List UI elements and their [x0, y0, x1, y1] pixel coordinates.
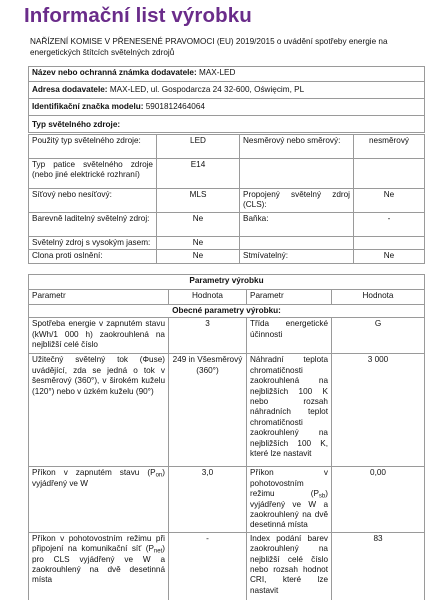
light-source-type-heading: Typ světelného zdroje:	[29, 116, 425, 133]
light-source-type-table	[28, 134, 425, 264]
model-id-row	[29, 99, 425, 116]
column-header-parameter: Parametr	[247, 290, 332, 305]
model-id-value: 5901812464064	[145, 102, 205, 111]
supplier-name-row	[29, 67, 425, 82]
parameters-heading: Parametry výrobku	[29, 275, 425, 290]
product-parameters-table	[28, 274, 425, 600]
parameter-row: Příkon v pohotovostním režimu při připojení na komunikační síť $(P_{net})$ pro CLS vyjádřený ve W a zaokrouhlený na dvě desetinná místa - Index podání barev zaokrouhlený na nejbližší celé číslo nebo rozsah hodnot CRI, které lze nastavit 83	[29, 532, 425, 600]
column-header-parameter: Parametr	[29, 290, 169, 305]
parameter-row: Spotřeba energie v zapnutém stavu (kWh/1 000 h) zaokrouhlená na nejbližší celé číslo 3 Třída energetické účinnosti G	[29, 318, 425, 354]
page-title: Informační list výrobku	[24, 4, 252, 27]
model-id-label: Identifikační značka modelu:	[32, 102, 144, 111]
light-source-type-row: Clona proti oslnění: Ne Stmívatelný: Ne	[29, 250, 425, 263]
column-header-value: Hodnota	[169, 290, 247, 305]
general-parameters-heading: Obecné parametry výrobku:	[29, 305, 425, 318]
supplier-address-value: MAX-LED, ul. Gospodarcza 24 32-600, Oświęcim, PL	[109, 85, 305, 94]
supplier-table	[28, 66, 425, 133]
light-source-type-row: Síťový nebo nesíťový: MLS Propojený světelný zdroj (CLS): Ne	[29, 189, 425, 213]
general-parameters-heading-row	[29, 305, 425, 318]
supplier-name-label: Název nebo ochranná známka dodavatele:	[32, 68, 197, 77]
column-header-value: Hodnota	[332, 290, 425, 305]
regulation-intro: NAŘÍZENÍ KOMISE V PŘENESENÉ PRAVOMOCI (EU) 2019/2015 o uvádění spotřeby energie na energetických štítcích světelných zdrojů	[30, 37, 388, 57]
supplier-address-row	[29, 82, 425, 99]
parameter-row: Příkon v zapnutém stavu $(P_{on})$ vyjádřený ve W 3,0 Příkon v pohotovostním režimu $(P_{sb})$ vyjádřený ve W a zaokrouhlený na dvě desetinná místa 0,00	[29, 467, 425, 532]
parameters-heading-row	[29, 275, 425, 290]
parameter-row: Užitečný světelný tok (Φuse) uvádějící, zda se jedná o tok v šesměrový (360°), v širokém kuželu (120°) nebo v úzkém kuželu (90°) 249 in Všesměrový (360°) Náhradní teplota chromatičnosti zaokrouhlená na nejbližších 100 K nebo rozsah náhradních teplot chromatičnosti zaokrouhlený na nejbližších 100 K, které lze nastavit 3 000	[29, 354, 425, 467]
light-source-type-row: Světelný zdroj s vysokým jasem: Ne	[29, 237, 425, 250]
supplier-address-label: Adresa dodavatele:	[32, 85, 108, 94]
light-source-type-row: Použitý typ světelného zdroje: LED Nesměrový nebo směrový: nesměrový	[29, 135, 425, 159]
light-source-type-heading-row	[29, 116, 425, 133]
supplier-name-value: MAX-LED	[199, 68, 236, 77]
light-source-type-row: Barevně laditelný světelný zdroj: Ne Baňka: -	[29, 213, 425, 237]
light-source-type-row: Typ patice světelného zdroje (nebo jiné elektrické rozhraní) E14	[29, 159, 425, 189]
parameters-column-header-row	[29, 290, 425, 305]
